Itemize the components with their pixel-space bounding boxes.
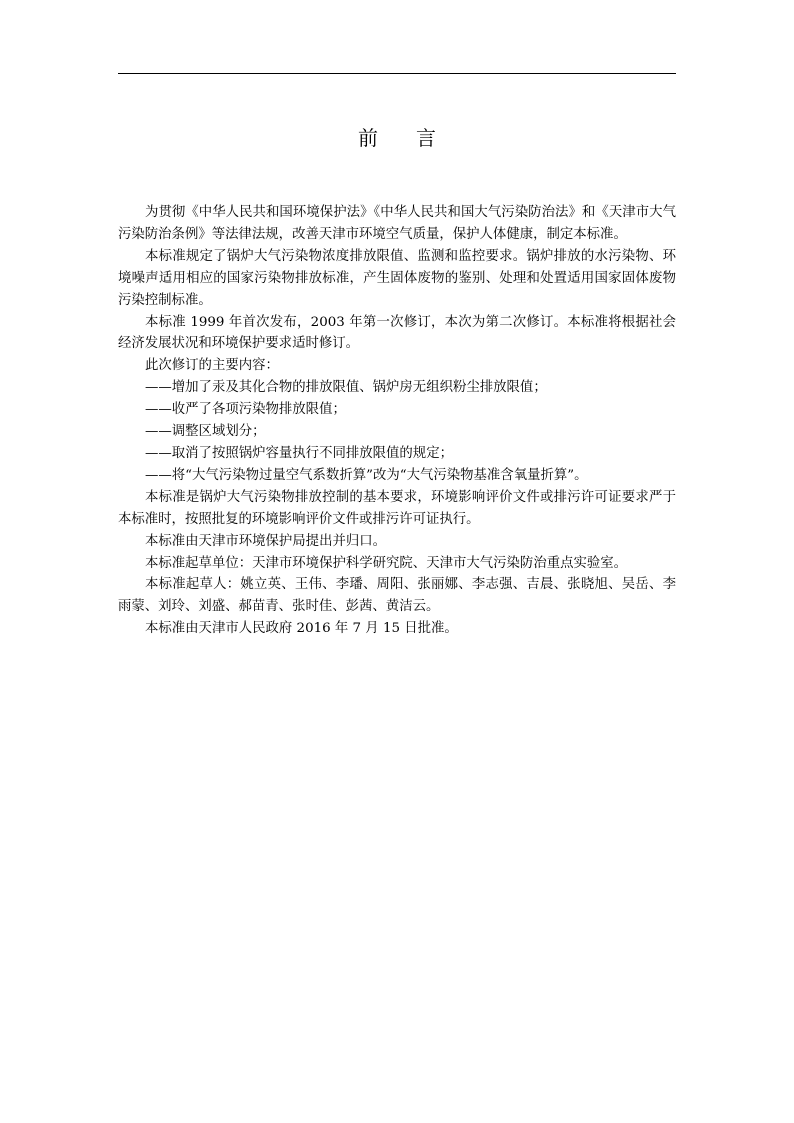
paragraph-drafting-units: 本标准起草单位：天津市环境保护科学研究院、天津市大气污染防治重点实验室。	[145, 555, 628, 571]
revision-item: ——增加了汞及其化合物的排放限值、锅炉房无组织粉尘排放限值；	[145, 380, 547, 396]
paragraph-scope: 本标准规定了锅炉大气污染物浓度排放限值、监测和监控要求。锅炉排放的水污染物、环境噪声适用相应的国家污染物排放标准，产生固体废物的鉴别、处理和处置适用国家固体废物污染控制标准。	[118, 248, 676, 308]
paragraph-approval: 本标准由天津市人民政府 2016 年 7 月 15 日批准。	[145, 621, 458, 637]
paragraph-revision-intro: 此次修订的主要内容：	[145, 358, 279, 374]
paragraph-drafters: 本标准起草人：姚立英、王伟、李璠、周阳、张丽娜、李志强、吉晨、张晓旭、吴岳、李雨蒙、刘玲、刘盛、郝苗青、张时佳、彭茜、黄洁云。	[118, 577, 676, 615]
paragraph-history: 本标准 1999 年首次发布，2003 年第一次修订，本次为第二次修订。本标准将根据社会经济发展状况和环境保护要求适时修订。	[118, 314, 676, 352]
page-title: 前言	[358, 126, 474, 150]
revision-item: ——取消了按照锅炉容量执行不同排放限值的规定；	[145, 445, 453, 461]
revision-item: ——收严了各项污染物排放限值；	[145, 402, 346, 418]
revision-item: ——将“大气污染物过量空气系数折算”改为“大气污染物基准含氧量折算”。	[145, 467, 588, 483]
header-rule	[118, 73, 676, 74]
paragraph-basic-requirements: 本标准是锅炉大气污染物排放控制的基本要求，环境影响评价文件或排污许可证要求严于本标准时，按照批复的环境影响评价文件或排污许可证执行。	[118, 489, 676, 527]
paragraph-proposer: 本标准由天津市环境保护局提出并归口。	[145, 533, 387, 549]
revision-item: ——调整区域划分；	[145, 424, 266, 440]
document-body	[118, 202, 676, 640]
paragraph-purpose: 为贯彻《中华人民共和国环境保护法》《中华人民共和国大气污染防治法》和《天津市大气污染防治条例》等法律法规，改善天津市环境空气质量，保护人体健康，制定本标准。	[118, 205, 676, 242]
